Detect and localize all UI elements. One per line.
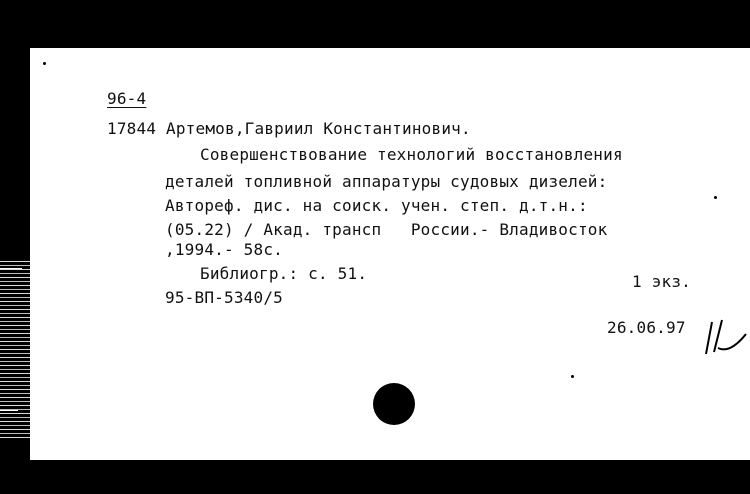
scan-edge-strip [0,258,30,438]
speck [571,375,574,378]
title-line-3: Автореф. дис. на соиск. учен. степ. д.т.н.: [165,196,588,215]
title-line-4: (05.22) / Акад. трансп России.- Владивосток [165,220,608,239]
handwritten-mark [700,318,750,358]
copies-count: 1 экз. [632,272,691,291]
title-line-2: деталей топливной аппаратуры судовых дизелей: [165,172,608,191]
bibliography-note: Библиогр.: с. 51. [200,264,368,283]
publication-year: ,1994.- 58с. [165,240,283,259]
card-punch-hole [373,383,415,425]
date-stamp: 26.06.97 [607,318,686,337]
scan-edge-tick [0,410,18,411]
speck [714,196,717,199]
title-line-1: Совершенствование технологий восстановления [200,145,623,164]
author-entry: 17844 Артемов,Гавриил Константинович. [107,119,471,138]
scan-edge-tick [0,268,22,269]
speck [43,62,46,65]
shelf-code: 96-4 [107,89,147,108]
accession-number: 95-ВП-5340/5 [165,288,283,307]
